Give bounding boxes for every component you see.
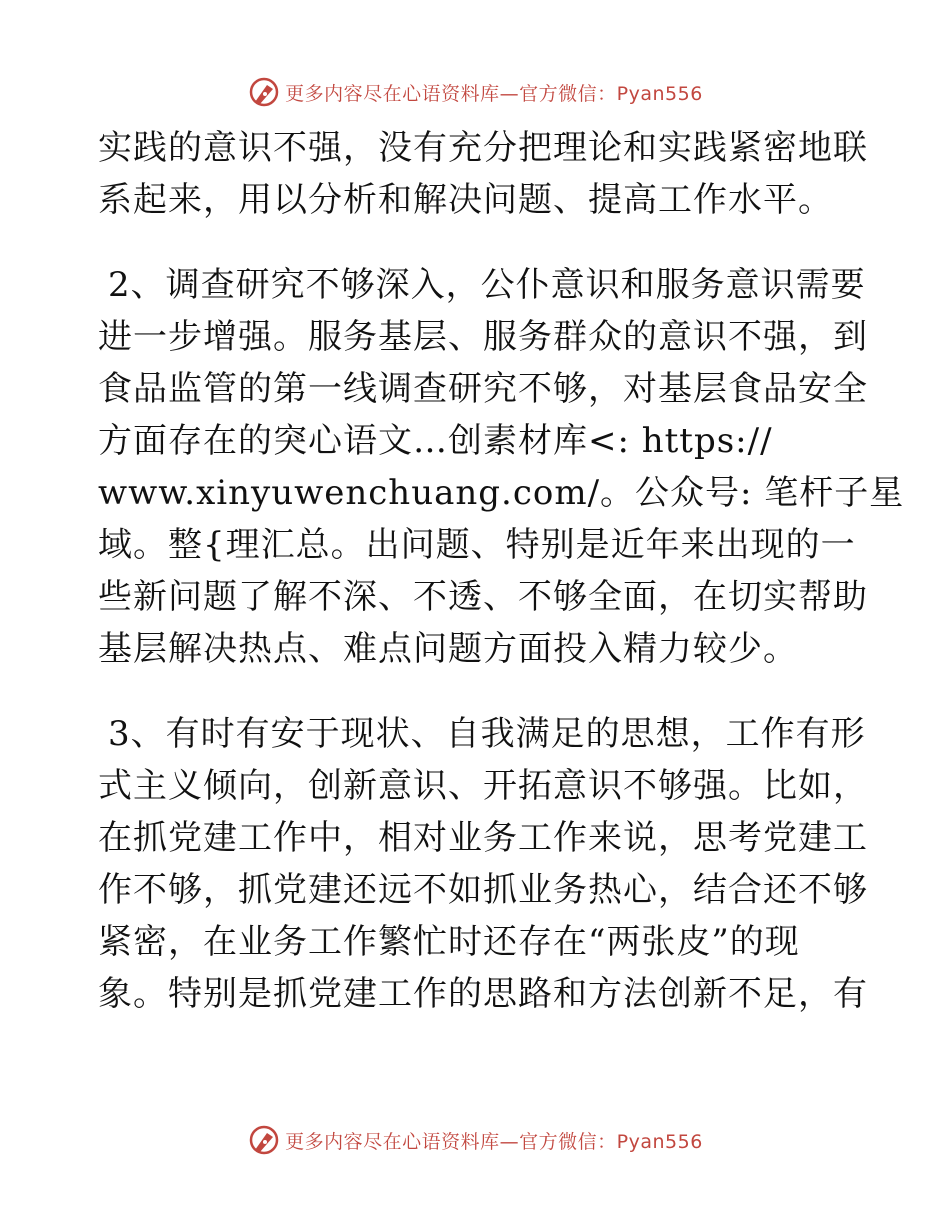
pen-nib-logo-icon	[247, 75, 281, 109]
text-line: 方面存在的突心语文…创素材库<: https://	[98, 421, 773, 461]
footer-banner-text: 更多内容尽在心语资料库—官方微信：Pyan556	[285, 1130, 703, 1153]
header-banner-text: 更多内容尽在心语资料库—官方微信：Pyan556	[285, 82, 703, 105]
text-line: 在抓党建工作中，相对业务工作来说，思考党建工	[98, 818, 868, 858]
text-line: 进一步增强。服务基层、服务群众的意识不强，到	[98, 317, 868, 357]
document-body	[98, 122, 905, 1020]
text-line: 3、有时有安于现状、自我满足的思想，工作有形	[108, 714, 866, 754]
footer-banner	[0, 1120, 950, 1160]
paragraph-3	[98, 708, 868, 1020]
text-line: 实践的意识不强，没有充分把理论和实践紧密地联	[98, 128, 868, 168]
text-line: 象。特别是抓党建工作的思路和方法创新不足，有	[98, 974, 868, 1014]
header-banner	[0, 72, 950, 112]
paragraph-1	[98, 122, 868, 226]
text-line: 域。整{理汇总。出问题、特别是近年来出现的一	[98, 525, 856, 565]
pen-nib-logo-icon	[247, 1123, 281, 1157]
text-line: 作不够，抓党建还远不如抓业务热心，结合还不够	[98, 870, 868, 910]
paragraph-2	[98, 259, 905, 675]
text-line: 基层解决热点、难点问题方面投入精力较少。	[98, 629, 798, 669]
text-line: 式主义倾向，创新意识、开拓意识不够强。比如，	[98, 766, 868, 806]
text-line: 些新问题了解不深、不透、不够全面，在切实帮助	[98, 577, 868, 617]
text-line: www.xinyuwenchuang.com/。公众号: 笔杆子星	[98, 473, 905, 513]
text-line: 系起来，用以分析和解决问题、提高工作水平。	[98, 180, 833, 220]
text-line: 食品监管的第一线调查研究不够，对基层食品安全	[98, 369, 868, 409]
text-line: 2、调查研究不够深入，公仆意识和服务意识需要	[108, 265, 866, 305]
text-line: 紧密，在业务工作繁忙时还存在“两张皮”的现	[98, 922, 800, 962]
